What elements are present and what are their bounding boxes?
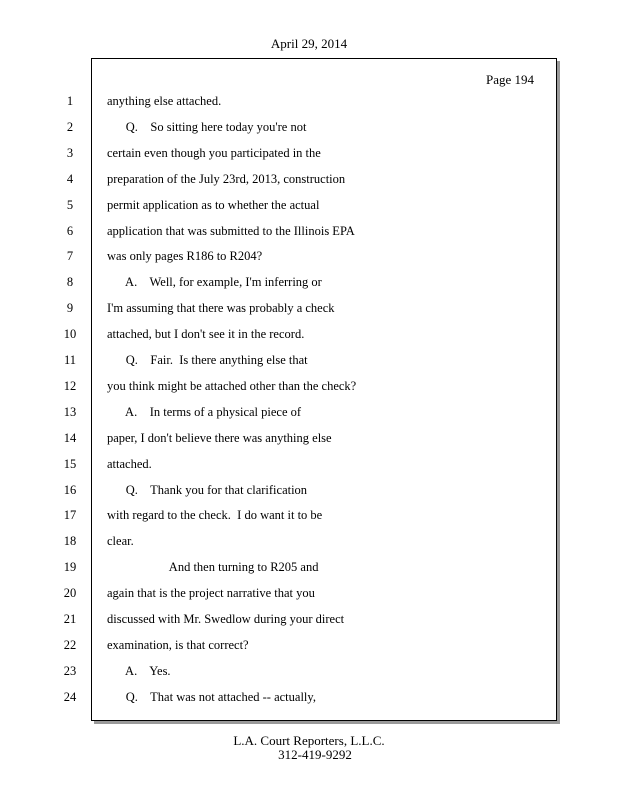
line-number: 19 — [63, 560, 77, 574]
line-number: 15 — [63, 457, 77, 471]
line-number: 11 — [63, 353, 77, 367]
line-number: 12 — [63, 379, 77, 393]
transcript-line: A. Well, for example, I'm inferring or — [107, 275, 322, 289]
transcript-line: application that was submitted to the Illinois EPA — [107, 224, 355, 238]
line-number: 7 — [66, 249, 74, 263]
transcript-line: A. Yes. — [107, 664, 171, 678]
transcript-line: examination, is that correct? — [107, 638, 249, 652]
line-number: 22 — [63, 638, 77, 652]
transcript-line: permit application as to whether the actual — [107, 198, 320, 212]
line-number: 18 — [63, 534, 77, 548]
line-number: 6 — [66, 224, 74, 238]
line-number: 9 — [66, 301, 74, 315]
transcript-line: preparation of the July 23rd, 2013, construction — [107, 172, 346, 186]
line-number: 21 — [63, 612, 77, 626]
line-number: 1 — [66, 94, 74, 108]
court-reporter-phone: 312-419-9292 — [278, 747, 352, 762]
line-number: 16 — [63, 483, 77, 497]
page-number: Page 194 — [485, 72, 534, 87]
line-number: 14 — [63, 431, 77, 445]
line-number: 13 — [63, 405, 77, 419]
transcript-line: Q. So sitting here today you're not — [107, 120, 307, 134]
court-reporter-name: L.A. Court Reporters, L.L.C. — [233, 733, 385, 748]
transcript-line: again that is the project narrative that you — [107, 586, 315, 600]
line-number: 2 — [66, 120, 74, 134]
transcript-line: discussed with Mr. Swedlow during your direct — [107, 612, 345, 626]
transcript-line: paper, I don't believe there was anything else — [107, 431, 332, 445]
transcript-line: Q. That was not attached -- actually, — [107, 690, 316, 704]
transcript-line: A. In terms of a physical piece of — [107, 405, 302, 419]
transcript-line: clear. — [107, 534, 134, 548]
transcript-line: certain even though you participated in the — [107, 146, 321, 160]
transcript-date: April 29, 2014 — [270, 36, 348, 51]
line-number: 4 — [66, 172, 74, 186]
transcript-line: I'm assuming that there was probably a check — [107, 301, 335, 315]
transcript-line: you think might be attached other than the check? — [107, 379, 357, 393]
line-number: 5 — [66, 198, 74, 212]
line-number: 10 — [63, 327, 77, 341]
line-number: 24 — [63, 690, 77, 704]
line-number: 20 — [63, 586, 77, 600]
line-number: 17 — [63, 508, 77, 522]
transcript-line: was only pages R186 to R204? — [107, 249, 263, 263]
transcript-line: with regard to the check. I do want it to be — [107, 508, 323, 522]
line-number: 23 — [63, 664, 77, 678]
line-number: 3 — [66, 146, 74, 160]
transcript-line: And then turning to R205 and — [107, 560, 319, 574]
transcript-line: Q. Thank you for that clarification — [107, 483, 308, 497]
transcript-line: anything else attached. — [107, 94, 222, 108]
line-number: 8 — [66, 275, 74, 289]
transcript-line: attached. — [107, 457, 152, 471]
transcript-line: Q. Fair. Is there anything else that — [107, 353, 308, 367]
transcript-line: attached, but I don't see it in the record. — [107, 327, 305, 341]
